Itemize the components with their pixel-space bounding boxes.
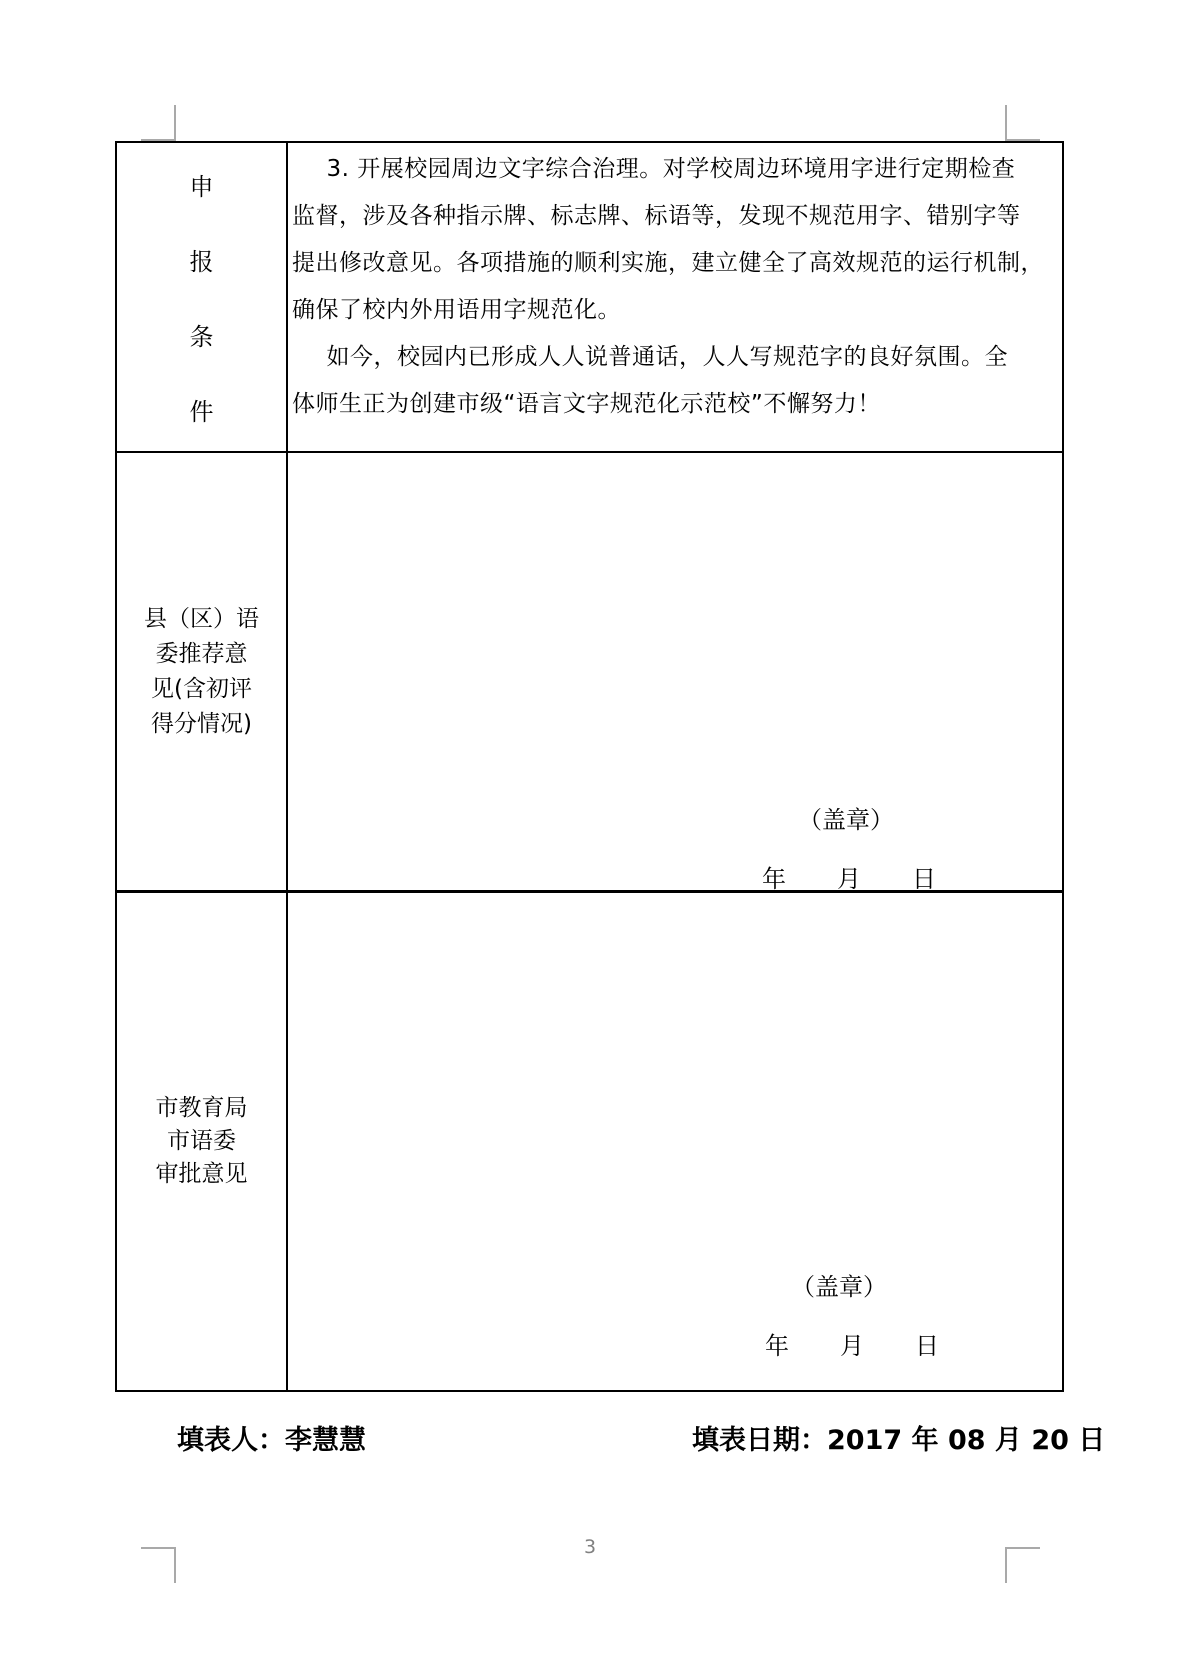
conditions-text-line: 体师生正为创建市级“语言文字规范化示范校”不懈努力！ bbox=[292, 391, 881, 417]
conditions-label-char: 申 bbox=[189, 173, 214, 201]
conditions-text-line: 3. 开展校园周边文字综合治理。对学校周边环境用字进行定期检查 bbox=[326, 156, 1016, 182]
city-approval-content-cell bbox=[288, 893, 1062, 1390]
city-approval-label-line: 市语委 bbox=[167, 1128, 236, 1154]
conditions-text-line: 确保了校内外用语用字规范化。 bbox=[292, 297, 621, 323]
county-opinion-content-cell bbox=[288, 453, 1062, 893]
county-opinion-label-line: 县（区）语 bbox=[144, 605, 259, 632]
crop-mark-top-left-icon bbox=[141, 105, 176, 141]
county-opinion-label-cell bbox=[117, 453, 286, 890]
form-fill-date: 填表日期：2017 年 08 月 20 日 bbox=[692, 1425, 1106, 1456]
conditions-label-char: 报 bbox=[189, 248, 214, 276]
county-opinion-label-line: 委推荐意 bbox=[155, 640, 248, 667]
city-date-placeholder: 年 月 日 bbox=[765, 1332, 940, 1360]
conditions-text-line: 提出修改意见。各项措施的顺利实施，建立健全了高效规范的运行机制， bbox=[292, 250, 1044, 276]
conditions-text-line: 监督，涉及各种指示牌、标志牌、标语等，发现不规范用字、错别字等 bbox=[292, 203, 1021, 229]
conditions-label-char: 件 bbox=[189, 398, 214, 426]
city-stamp-placeholder: （盖章） bbox=[791, 1273, 887, 1301]
conditions-label-cell bbox=[117, 143, 286, 451]
conditions-text-cell bbox=[292, 146, 1058, 428]
city-approval-label-cell bbox=[117, 893, 286, 1390]
city-approval-label-line: 市教育局 bbox=[155, 1095, 248, 1121]
county-opinion-label-line: 得分情况) bbox=[151, 710, 252, 737]
form-filler-name: 填表人：李慧慧 bbox=[177, 1425, 366, 1456]
county-opinion-label-line: 见(含初评 bbox=[151, 675, 252, 702]
crop-mark-top-right-icon bbox=[1005, 105, 1040, 141]
county-date-placeholder: 年 月 日 bbox=[762, 865, 937, 893]
county-stamp-placeholder: （盖章） bbox=[798, 806, 894, 834]
conditions-text-line: 如今，校园内已形成人人说普通话，人人写规范字的良好氛围。全 bbox=[326, 344, 1008, 370]
city-approval-label-line: 审批意见 bbox=[155, 1161, 248, 1187]
page-number: 3 bbox=[583, 1536, 597, 1558]
conditions-label-char: 条 bbox=[189, 323, 214, 351]
